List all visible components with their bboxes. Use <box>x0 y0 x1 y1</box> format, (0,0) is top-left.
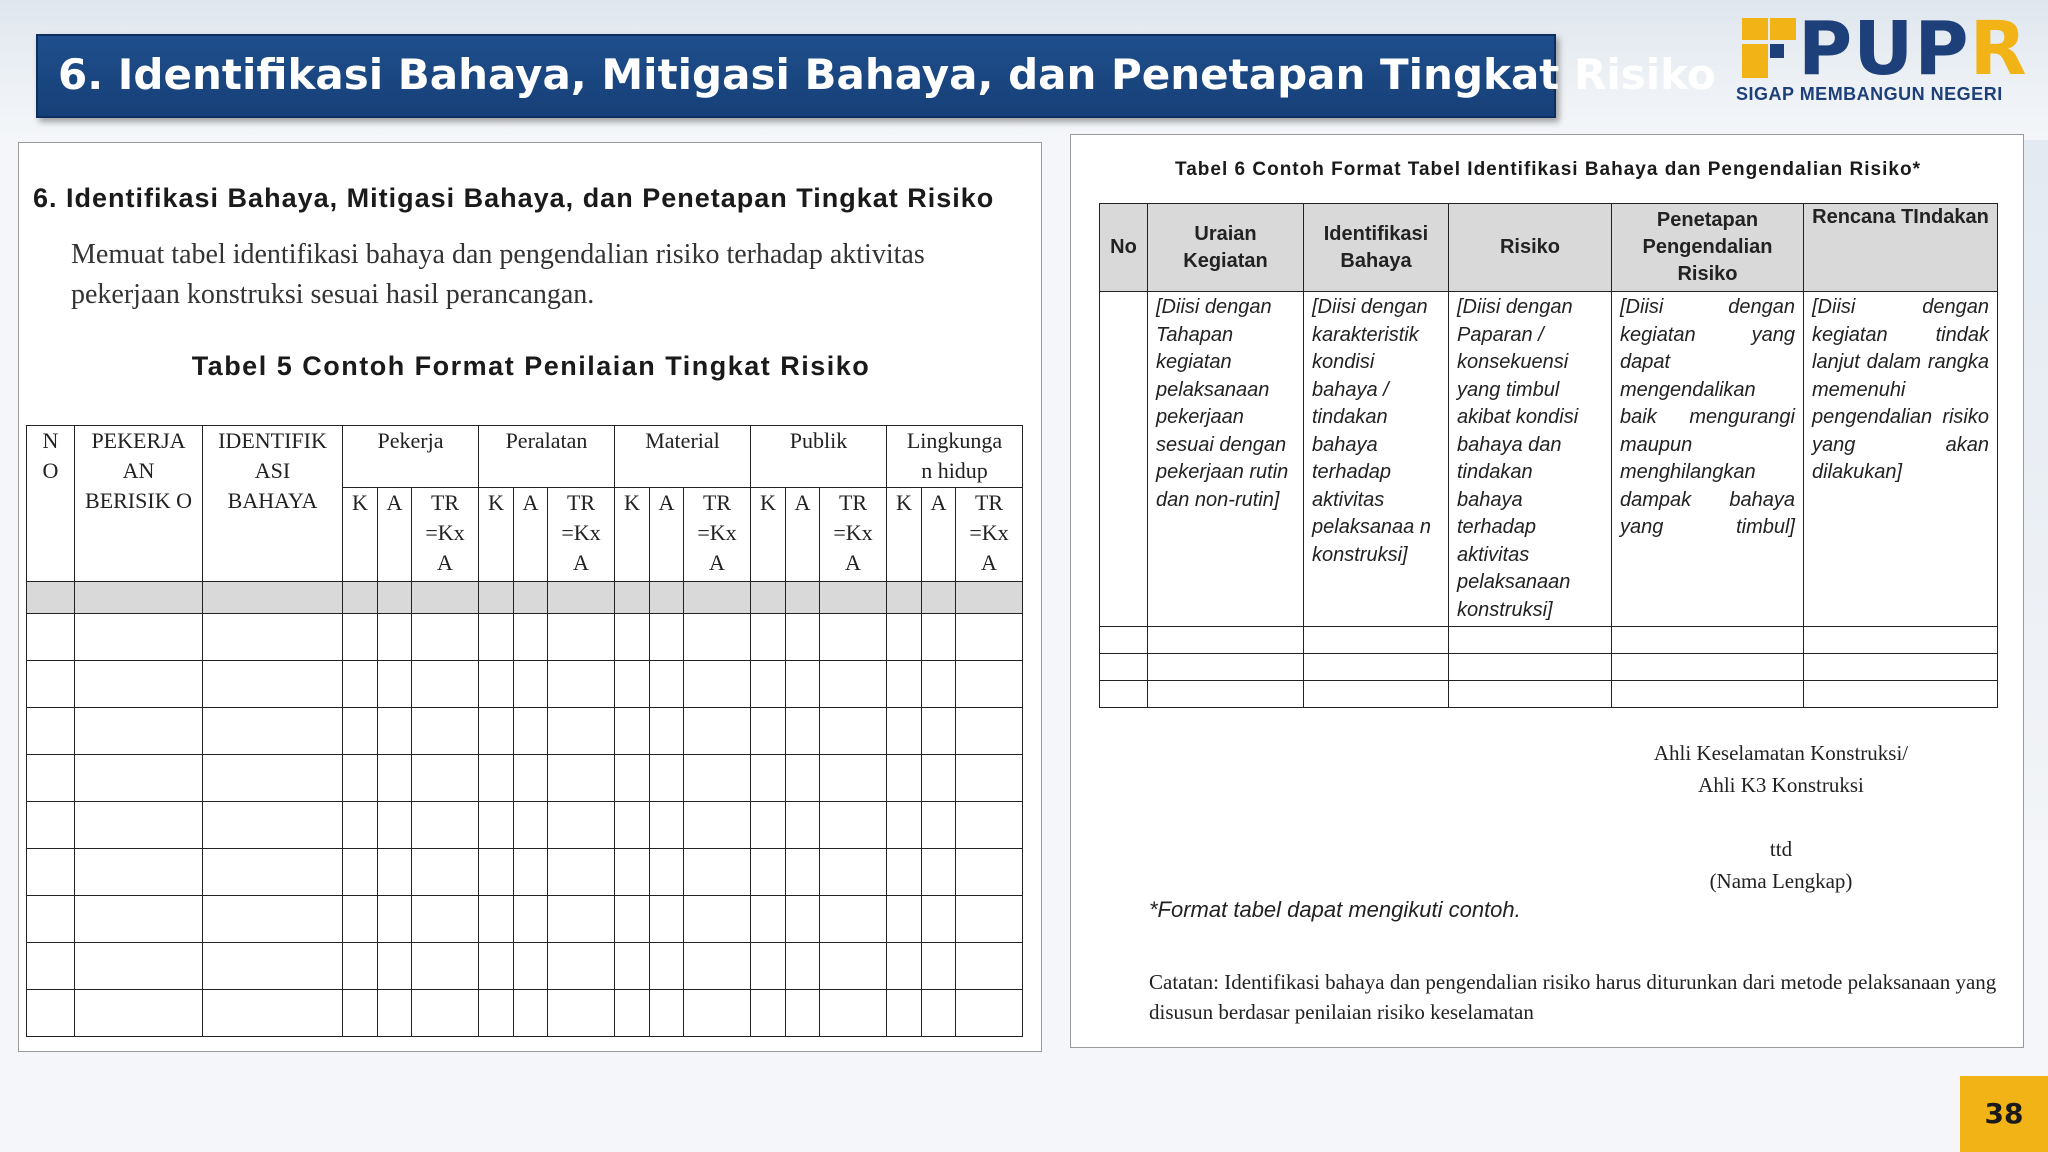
th-k: K <box>751 488 786 582</box>
table-row <box>27 661 1023 708</box>
th-k: K <box>887 488 922 582</box>
cell-no <box>1100 292 1148 627</box>
hazard-identification-table <box>1099 203 1998 708</box>
doc-paragraph: Memuat tabel identifikasi bahaya dan pengendalian risiko terhadap aktivitas pekerjaan konstruksi sesuai hasil perancangan. <box>71 239 925 310</box>
th-group-pekerja: Pekerja <box>343 426 479 488</box>
th-rencana: Rencana TIndakan <box>1804 204 1998 292</box>
table-row <box>27 849 1023 896</box>
page-number: 38 <box>1960 1076 2048 1152</box>
th-uraian: Uraian Kegiatan <box>1148 204 1304 292</box>
table-row <box>27 990 1023 1037</box>
cell-risiko: [Diisi dengan Paparan / konsekuensi yang timbul akibat kondisi bahaya dan tindakan bahaya terhadap aktivitas pelaksanaan konstruksi] <box>1449 292 1612 627</box>
table-row <box>27 802 1023 849</box>
table-row <box>27 755 1023 802</box>
format-note: *Format tabel dapat mengikuti contoh. <box>1149 897 1521 922</box>
pupr-emblem-icon <box>1736 12 1800 82</box>
catatan-note: Catatan: Identifikasi bahaya dan pengendalian risiko harus diturunkan dari metode pelaksanaan yang disusun berdasar penilaian risiko keselamatan <box>1149 970 1997 1024</box>
th-risiko: Risiko <box>1449 204 1612 292</box>
logo-wordmark: PUPR <box>1798 6 2028 92</box>
logo-tagline: SIGAP MEMBANGUN NEGERI <box>1736 84 2003 104</box>
pupr-logo <box>1736 6 2036 110</box>
table6-caption: Tabel 6 Contoh Format Tabel Identifikasi Bahaya dan Pengendalian Risiko* <box>1175 159 1921 180</box>
table6-body-row <box>1100 292 1998 627</box>
signature-title-line2: Ahli K3 Konstruksi <box>1698 773 1864 797</box>
cell-penetapan: [Diisi dengan kegiatan yang dapat mengendalikan baik mengurangi maupun menghilangkan dampak bahaya yang timbul] <box>1612 292 1804 627</box>
table-row <box>1100 681 1998 708</box>
cell-identifikasi: [Diisi dengan karakteristik kondisi bahaya / tindakan bahaya terhadap aktivitas pelaksanaa n konstruksi] <box>1304 292 1449 627</box>
th-tr: TR =Kx A <box>548 488 615 582</box>
table-row <box>27 896 1023 943</box>
th-tr: TR =Kx A <box>820 488 887 582</box>
table5-caption: Tabel 5 Contoh Format Penilaian Tingkat Risiko <box>191 351 871 381</box>
risk-assessment-table <box>26 425 1023 1037</box>
signature-title-line1: Ahli Keselamatan Konstruksi/ <box>1653 741 1909 765</box>
th-tr: TR =Kx A <box>412 488 479 582</box>
slide-title-bar <box>36 34 1716 118</box>
table5-header-row <box>27 426 1023 488</box>
th-a: A <box>922 488 956 582</box>
table-row <box>27 582 1023 614</box>
th-group-peralatan: Peralatan <box>479 426 615 488</box>
th-k: K <box>615 488 650 582</box>
left-document-panel <box>18 142 1042 1052</box>
th-a: A <box>650 488 684 582</box>
table-row <box>27 614 1023 661</box>
th-no: N O <box>27 426 75 582</box>
slide-title: 6. Identifikasi Bahaya, Mitigasi Bahaya, dan Penetapan Tingkat Risiko <box>58 50 1716 99</box>
table-row <box>27 943 1023 990</box>
right-document-panel <box>1070 134 2024 1048</box>
table-row <box>27 708 1023 755</box>
th-penetapan: Penetapan Pengendalian Risiko <box>1612 204 1804 292</box>
th-tr: TR =Kx A <box>956 488 1023 582</box>
table6-header-row <box>1100 204 1998 292</box>
th-no: No <box>1100 204 1148 292</box>
signature-name: (Nama Lengkap) <box>1709 869 1853 893</box>
th-k: K <box>479 488 514 582</box>
th-hazard: IDENTIFIK ASI BAHAYA <box>203 426 343 582</box>
th-k: K <box>343 488 378 582</box>
th-group-publik: Publik <box>751 426 887 488</box>
th-group-material: Material <box>615 426 751 488</box>
doc-heading: 6. Identifikasi Bahaya, Mitigasi Bahaya, dan Penetapan Tingkat Risiko <box>33 183 995 213</box>
th-a: A <box>378 488 412 582</box>
th-tr: TR =Kx A <box>684 488 751 582</box>
th-group-lingkungan: Lingkunga n hidup <box>887 426 1023 488</box>
table-row <box>1100 627 1998 654</box>
cell-uraian: [Diisi dengan Tahapan kegiatan pelaksanaan pekerjaan sesuai dengan pekerjaan rutin dan non-rutin] <box>1148 292 1304 627</box>
th-a: A <box>514 488 548 582</box>
signature-ttd: ttd <box>1769 837 1793 861</box>
cell-rencana: [Diisi dengan kegiatan tindak lanjut dalam rangka memenuhi pengendalian risiko yang akan dilakukan] <box>1804 292 1998 627</box>
th-a: A <box>786 488 820 582</box>
th-identifikasi: Identifikasi Bahaya <box>1304 204 1449 292</box>
th-worker: PEKERJA AN BERISIK O <box>75 426 203 582</box>
table-row <box>1100 654 1998 681</box>
